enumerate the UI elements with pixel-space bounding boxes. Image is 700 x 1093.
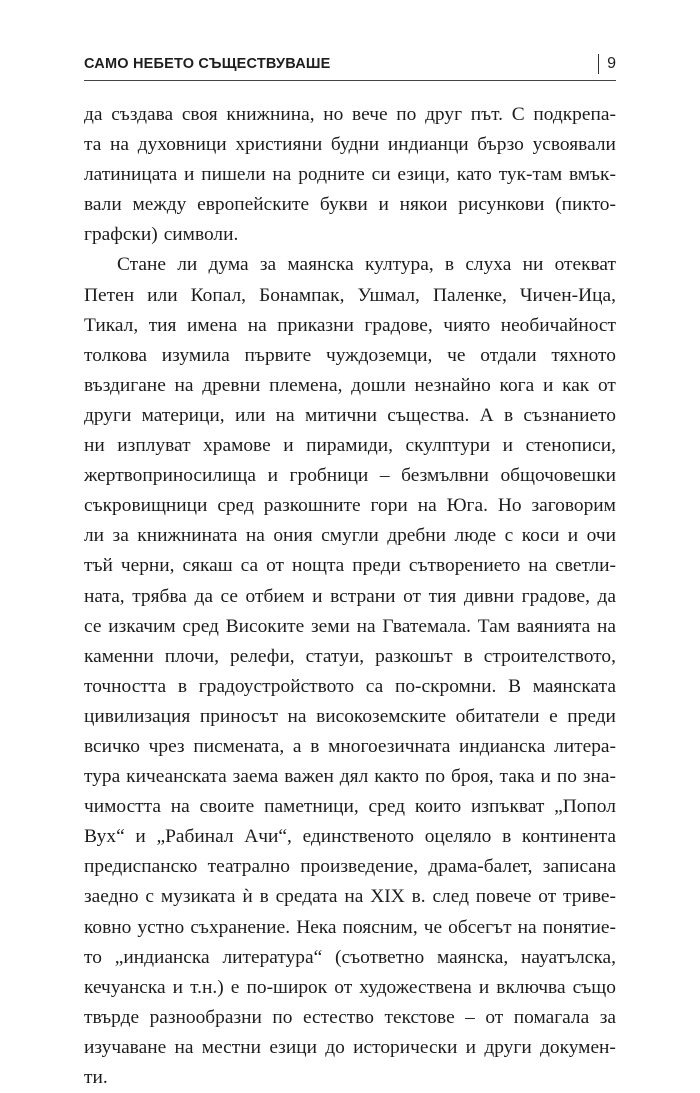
- text-line: то „индианска литература“ (съответно маянска, науатълска,: [84, 946, 616, 968]
- text-line: Стане ли дума за маянска култура, в слуха ни отекват: [117, 254, 616, 276]
- text-line: графски) символи.: [84, 224, 239, 246]
- text-line: чимостта на своите паметници, сред които изпъкват „Попол: [84, 796, 616, 818]
- page-number-area: [598, 54, 616, 74]
- text-line: всичко чрез писмената, а в многоезичната индианска литера-: [84, 735, 616, 757]
- text-line: тъй черни, сякаш са от нощта преди сътворението на светли-: [84, 555, 616, 577]
- page-number-divider: [598, 54, 599, 74]
- text-line: цивилизация приносът на високоземските обитатели е преди: [84, 705, 616, 727]
- text-line: толкова изумила първите чуждоземци, че отдали тяхното: [84, 344, 616, 366]
- text-line: та на духовници християни будни индианци бързо усвоявали: [84, 134, 616, 156]
- text-line: вали между европейските букви и някои рисункови (пикто-: [84, 194, 616, 216]
- text-line: изучаване на местни езици до исторически и други докумен-: [84, 1036, 616, 1058]
- running-head-title: САМО НЕБЕТО СЪЩЕСТВУВАШЕ: [84, 56, 331, 72]
- text-line: ти.: [84, 1067, 108, 1088]
- text-line: ната, трябва да се отбием и встрани от тия дивни градове, да: [84, 585, 616, 607]
- text-line: твърде разнообразни по естество текстове – от помагала за: [84, 1006, 616, 1028]
- text-line: ли за книжнината на ония смугли дребни люде с коси и очи: [84, 525, 616, 547]
- page-number: 9: [607, 55, 616, 72]
- text-line: Вух“ и „Рабинал Ачи“, единственото оцеляло в континента: [84, 826, 616, 848]
- body-text: [84, 100, 616, 1093]
- text-line: въздигане на древни племена, дошли незнайно кога и как от: [84, 374, 616, 396]
- text-line: се изкачим сред Високите земи на Гватемала. Там ваянията на: [84, 615, 616, 637]
- text-line: латиницата и пишели на родните си езици, като тук-там вмък-: [84, 164, 616, 186]
- text-line: други материци, или на митични същества. А в съзнанието: [84, 404, 616, 426]
- text-line: тура кичеанската заема важен дял както по броя, така и по зна-: [84, 766, 616, 788]
- text-line: жертвоприносилища и гробници – безмълвни общочовешки: [84, 465, 616, 487]
- text-line: Тикал, тия имена на приказни градове, чиято необичайност: [84, 314, 616, 336]
- text-line: Петен или Копал, Бонампак, Ушмал, Паленке, Чичен-Ица,: [84, 284, 616, 306]
- text-line: ковно устно съхранение. Нека поясним, че обсегът на понятие-: [84, 916, 616, 938]
- paragraph: [84, 100, 616, 250]
- header-rule: [84, 80, 616, 81]
- paragraph: [84, 250, 616, 1093]
- text-line: съкровищници сред разкошните гори на Юга. Но заговорим: [84, 495, 616, 517]
- text-line: предиспанско театрално произведение, драма-балет, записана: [84, 856, 616, 878]
- text-line: кечуанска и т.н.) е по-широк от художествена и включва също: [84, 976, 616, 998]
- text-line: каменни плочи, релефи, статуи, разкошът в строителството,: [84, 645, 616, 667]
- text-line: да създава своя книжнина, но вече по друг път. С подкрепа-: [84, 104, 616, 125]
- text-line: ни изплуват храмове и пирамиди, скулптури и стенописи,: [84, 435, 616, 457]
- text-line: точността в градоустройството са по-скромни. В маянската: [84, 675, 616, 697]
- text-line: заедно с музиката ѝ в средата на XIX в. след повече от триве-: [84, 886, 616, 908]
